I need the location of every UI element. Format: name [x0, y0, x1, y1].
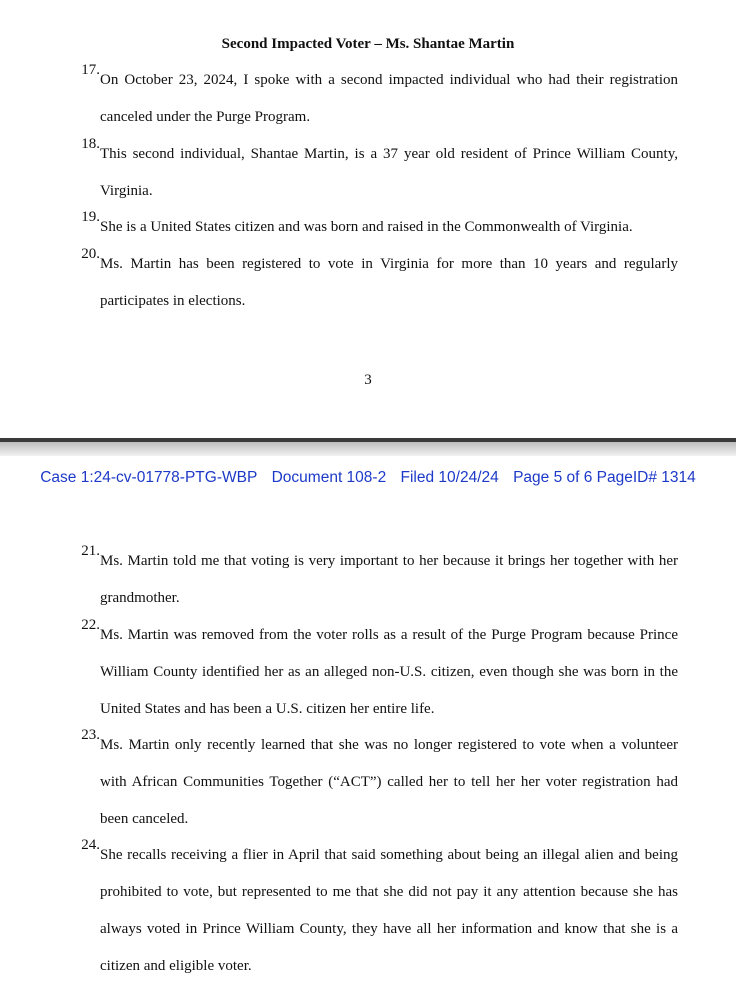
page-divider	[0, 438, 736, 456]
paragraph-number: 22.	[81, 617, 100, 633]
paragraph-number: 17.	[81, 62, 100, 78]
paragraph-number: 23.	[81, 727, 100, 743]
case-header	[0, 469, 736, 487]
paragraph-text: She recalls receiving a flier in April that said something about being an illegal alien and being prohibited to vote, but represented to me that she did not pay it any attention because she has always voted in Prince William County, they have all her information and know that she is a citizen and eligible voter.	[100, 847, 678, 974]
paragraph-23	[72, 727, 678, 838]
paragraph-22	[72, 617, 678, 728]
paragraph-18	[72, 136, 678, 210]
section-heading: Second Impacted Voter – Ms. Shantae Martin	[221, 36, 515, 52]
paragraph-number: 20.	[81, 246, 100, 262]
paragraph-text: This second individual, Shantae Martin, is a 37 year old resident of Prince William County, Virginia.	[100, 146, 678, 199]
document-number: Document 108-2	[271, 469, 387, 486]
document-page-top	[0, 0, 736, 438]
page-number: 3	[364, 372, 372, 388]
paragraph-text: Ms. Martin only recently learned that she was no longer registered to vote when a volunteer with African Communities Together (“ACT”) called her to tell her her voter registration had been canceled.	[100, 737, 678, 827]
paragraph-24	[72, 837, 678, 985]
page-info: Page 5 of 6 PageID# 1314	[513, 469, 696, 486]
case-number: Case 1:24-cv-01778-PTG-WBP	[40, 469, 258, 486]
paragraph-17	[72, 62, 678, 136]
paragraph-text: She is a United States citizen and was born and raised in the Commonwealth of Virginia.	[100, 219, 633, 235]
paragraph-21	[72, 543, 678, 617]
paragraph-number: 19.	[81, 209, 100, 225]
paragraph-20	[72, 246, 678, 320]
paragraph-number: 21.	[81, 543, 100, 559]
filed-date: Filed 10/24/24	[400, 469, 499, 486]
paragraph-text: Ms. Martin has been registered to vote in Virginia for more than 10 years and regularly participates in elections.	[100, 256, 678, 309]
paragraph-number: 18.	[81, 136, 100, 152]
paragraph-text: Ms. Martin was removed from the voter rolls as a result of the Purge Program because Prince William County identified her as an alleged non-U.S. citizen, even though she was born in the United States and has been a U.S. citizen her entire life.	[100, 627, 678, 717]
paragraph-19	[72, 209, 678, 246]
paragraph-text: On October 23, 2024, I spoke with a second impacted individual who had their registration canceled under the Purge Program.	[100, 72, 678, 125]
paragraph-number: 24.	[81, 837, 100, 853]
paragraph-text: Ms. Martin told me that voting is very important to her because it brings her together with her grandmother.	[100, 553, 678, 606]
